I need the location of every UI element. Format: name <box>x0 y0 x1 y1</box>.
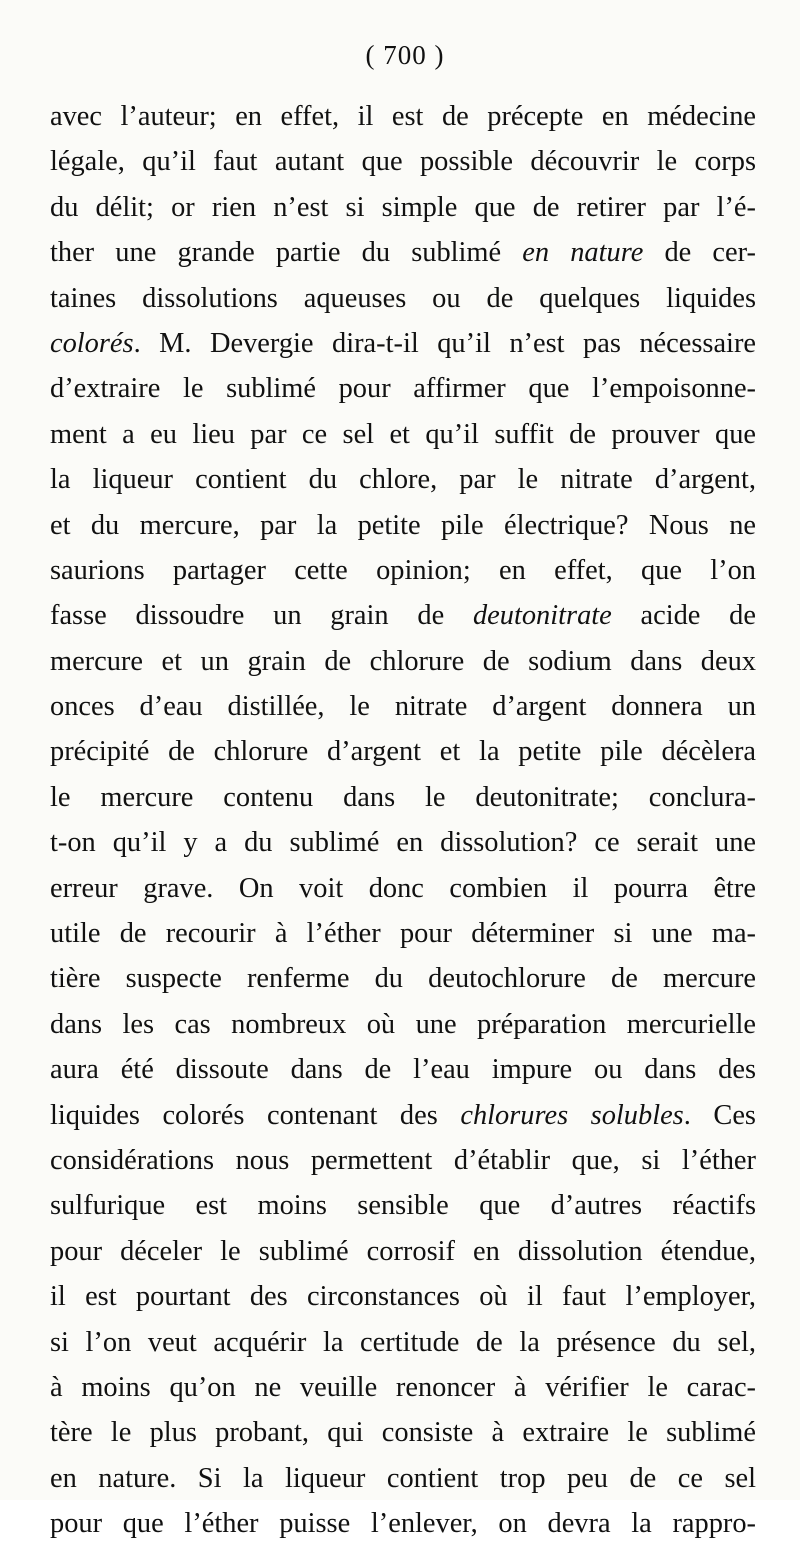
body-text <box>50 94 756 1547</box>
text-segment: considérations nous permettent d’établir que, si l’éther <box>50 1144 756 1176</box>
text-segment: d’extraire le sublimé pour affirmer que l’empoisonne- <box>50 373 756 405</box>
text-line <box>50 366 756 411</box>
text-line <box>50 1093 756 1138</box>
text-line <box>50 1365 756 1410</box>
text-segment: mercure et un grain de chlorure de sodium dans deux <box>50 645 756 677</box>
text-segment: ment a eu lieu par ce sel et qu’il suffit de prouver que <box>50 418 756 450</box>
text-line <box>50 412 756 457</box>
text-line <box>50 684 756 729</box>
text-line <box>50 503 756 548</box>
text-segment: tère le plus probant, qui consiste à extraire le sublimé <box>50 1417 756 1449</box>
text-line <box>50 230 756 275</box>
italic-text: deutonitrate <box>472 600 612 632</box>
text-segment: . Ces <box>683 1099 756 1131</box>
text-segment: à moins qu’on ne veuille renoncer à vérifier le carac- <box>50 1371 756 1403</box>
text-line <box>50 956 756 1001</box>
text-segment: du délit; or rien n’est si simple que de retirer par l’é- <box>50 191 756 223</box>
text-line <box>50 1456 756 1501</box>
italic-text: en nature <box>522 237 644 269</box>
text-segment: la liqueur contient du chlore, par le nitrate d’argent, <box>50 464 756 496</box>
text-line <box>50 276 756 321</box>
text-segment: précipité de chlorure d’argent et la petite pile décèlera <box>50 736 756 768</box>
text-line <box>50 593 756 638</box>
text-segment: taines dissolutions aqueuses ou de quelques liquides <box>50 282 756 314</box>
text-segment: saurions partager cette opinion; en effet, que l’on <box>50 554 756 586</box>
text-line <box>50 1047 756 1092</box>
text-line <box>50 820 756 865</box>
text-line <box>50 185 756 230</box>
text-line <box>50 1183 756 1228</box>
text-segment: ther une grande partie du sublimé <box>50 237 523 269</box>
text-line <box>50 457 756 502</box>
text-segment: erreur grave. On voit donc combien il pourra être <box>50 872 756 904</box>
italic-text: chlorures solubles <box>460 1099 684 1131</box>
text-segment: aura été dissoute dans de l’eau impure ou dans des <box>50 1054 756 1086</box>
text-segment: pour que l’éther puisse l’enlever, on devra la rappro- <box>50 1508 756 1540</box>
text-line <box>50 1138 756 1183</box>
text-line <box>50 1229 756 1274</box>
italic-text: colorés <box>50 327 134 359</box>
text-segment: sulfurique est moins sensible que d’autres réactifs <box>50 1190 756 1222</box>
text-segment: liquides colorés contenant des <box>50 1099 461 1131</box>
text-segment: et du mercure, par la petite pile électrique? Nous ne <box>50 509 756 541</box>
text-segment: acide de <box>611 600 756 632</box>
text-line <box>50 139 756 184</box>
text-segment: fasse dissoudre un grain de <box>50 600 473 632</box>
text-line <box>50 639 756 684</box>
text-segment: le mercure contenu dans le deutonitrate; conclura- <box>50 781 756 813</box>
text-line <box>50 729 756 774</box>
text-segment: dans les cas nombreux où une préparation mercurielle <box>50 1008 756 1040</box>
text-line <box>50 1410 756 1455</box>
text-line <box>50 1501 756 1546</box>
text-segment: avec l’auteur; en effet, il est de précepte en médecine <box>50 101 756 132</box>
text-line <box>50 866 756 911</box>
text-line <box>50 1274 756 1319</box>
text-segment: pour déceler le sublimé corrosif en dissolution étendue, <box>50 1235 756 1267</box>
text-line <box>50 775 756 820</box>
text-segment: t-on qu’il y a du sublimé en dissolution? ce serait une <box>50 827 756 859</box>
text-segment: légale, qu’il faut autant que possible découvrir le corps <box>50 146 756 178</box>
text-segment: onces d’eau distillée, le nitrate d’argent donnera un <box>50 691 756 723</box>
text-line <box>50 321 756 366</box>
text-line <box>50 1320 756 1365</box>
page-number: ( 700 ) <box>365 40 445 70</box>
text-segment: tière suspecte renferme du deutochlorure de mercure <box>50 963 756 995</box>
text-line <box>50 548 756 593</box>
text-segment: de cer- <box>643 237 756 269</box>
text-line <box>50 1002 756 1047</box>
text-segment: il est pourtant des circonstances où il faut l’employer, <box>50 1281 756 1313</box>
text-line <box>50 94 756 139</box>
text-segment: si l’on veut acquérir la certitude de la présence du sel, <box>50 1326 756 1358</box>
text-segment: en nature. Si la liqueur contient trop peu de ce sel <box>50 1462 756 1494</box>
text-line <box>50 911 756 956</box>
text-segment: utile de recourir à l’éther pour déterminer si une ma- <box>50 918 756 950</box>
text-segment: . M. Devergie dira-t-il qu’il n’est pas nécessaire <box>133 327 756 359</box>
